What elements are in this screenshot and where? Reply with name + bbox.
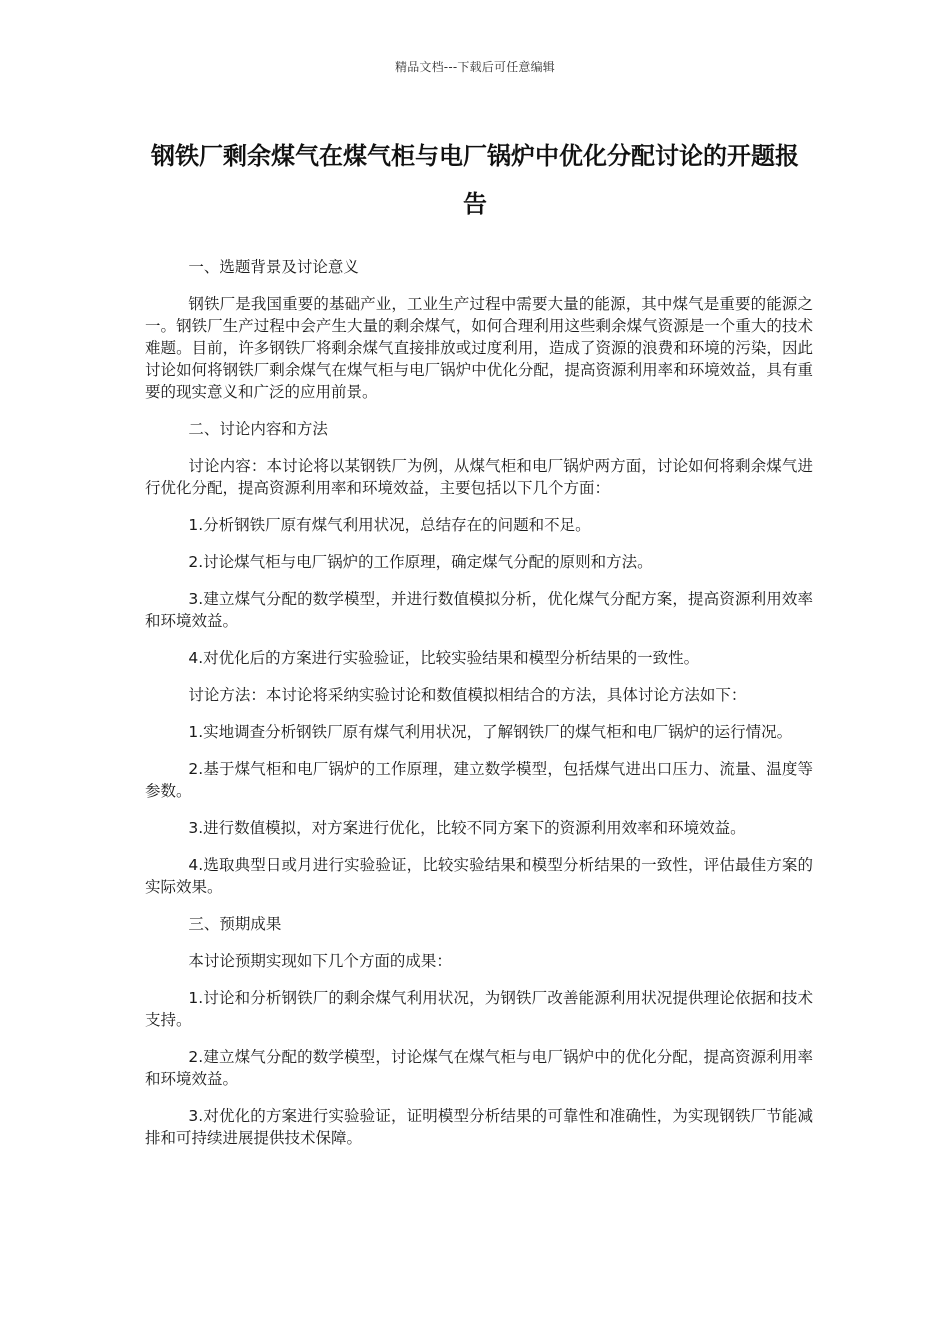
background-paragraph: 钢铁厂是我国重要的基础产业，工业生产过程中需要大量的能源，其中煤气是重要的能源之一。钢铁厂生产过程中会产生大量的剩余煤气，如何合理利用这些剩余煤气资源是一个重大的技术难题。目前，许多钢铁厂将剩余煤气直接排放或过度利用，造成了资源的浪费和环境的污染，因此讨论如何将钢铁厂剩余煤气在煤气柜与电厂锅炉中优化分配，提高资源利用率和环境效益，具有重要的现实意义和广泛的应用前景。: [145, 295, 813, 401]
method-item: 2.基于煤气柜和电厂锅炉的工作原理，建立数学模型，包括煤气进出口压力、流量、温度等参数。: [145, 760, 813, 800]
content-intro-paragraph: 讨论内容：本讨论将以某钢铁厂为例，从煤气柜和电厂锅炉两方面，讨论如何将剩余煤气进行优化分配，提高资源利用率和环境效益，主要包括以下几个方面：: [145, 457, 813, 497]
section-heading-content-method: 二、讨论内容和方法: [188, 420, 328, 438]
method-item: 1.实地调查分析钢铁厂原有煤气利用状况，了解钢铁厂的煤气柜和电厂锅炉的运行情况。: [188, 723, 793, 741]
result-item: 2.建立煤气分配的数学模型，讨论煤气在煤气柜与电厂锅炉中的优化分配，提高资源利用率和环境效益。: [145, 1048, 813, 1088]
content-item: 3.建立煤气分配的数学模型，并进行数值模拟分析，优化煤气分配方案，提高资源利用效率和环境效益。: [145, 590, 813, 630]
content-item: 1.分析钢铁厂原有煤气利用状况，总结存在的问题和不足。: [188, 516, 591, 534]
method-intro-paragraph: 讨论方法：本讨论将采纳实验讨论和数值模拟相结合的方法，具体讨论方法如下：: [188, 686, 747, 704]
result-item: 3.对优化的方案进行实验验证，证明模型分析结果的可靠性和准确性，为实现钢铁厂节能减排和可持续进展提供技术保障。: [145, 1107, 813, 1147]
header-note: 精品文档---下载后可任意编辑: [395, 60, 555, 74]
result-item: 1.讨论和分析钢铁厂的剩余煤气利用状况，为钢铁厂改善能源利用状况提供理论依据和技术支持。: [145, 989, 813, 1029]
content-item: 4.对优化后的方案进行实验验证，比较实验结果和模型分析结果的一致性。: [188, 649, 700, 667]
document-body: [145, 256, 813, 1164]
results-intro-paragraph: 本讨论预期实现如下几个方面的成果：: [188, 952, 452, 970]
section-heading-background: 一、选题背景及讨论意义: [188, 258, 359, 276]
method-item: 4.选取典型日或月进行实验验证，比较实验结果和模型分析结果的一致性，评估最佳方案的实际效果。: [145, 856, 813, 896]
document-title: 钢铁厂剩余煤气在煤气柜与电厂锅炉中优化分配讨论的开题报告: [151, 142, 799, 218]
content-item: 2.讨论煤气柜与电厂锅炉的工作原理，确定煤气分配的原则和方法。: [188, 553, 653, 571]
section-heading-expected-results: 三、预期成果: [188, 915, 282, 933]
method-item: 3.进行数值模拟，对方案进行优化，比较不同方案下的资源利用效率和环境效益。: [188, 819, 746, 837]
